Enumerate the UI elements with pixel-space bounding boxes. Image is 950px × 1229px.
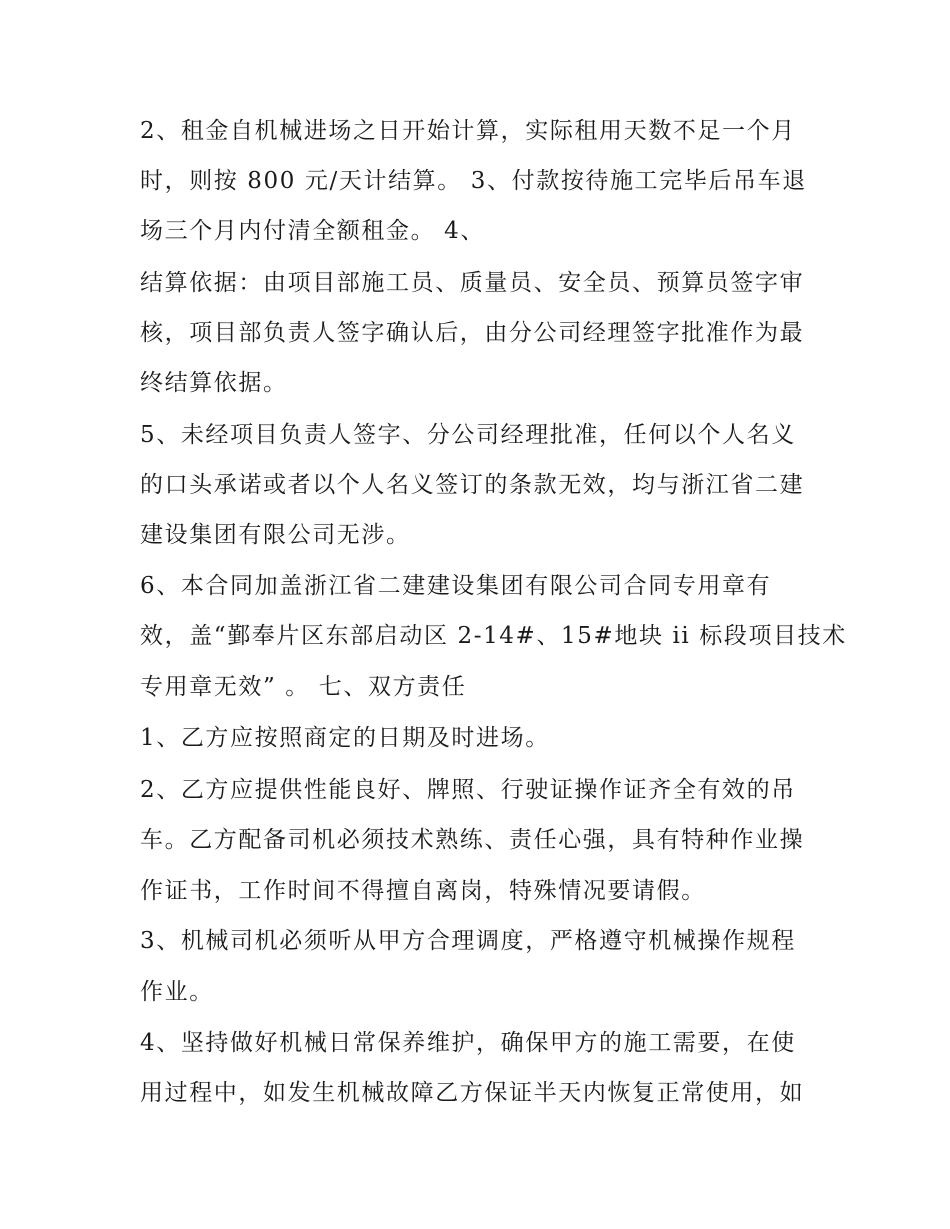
text-line: 建设集团有限公司无涉。: [140, 522, 411, 548]
text-line: 1、乙方应按照商定的日期及时进场。: [140, 725, 550, 751]
text-line: 用过程中，如发生机械故障乙方保证半天内恢复正常使用，如: [140, 1080, 805, 1106]
text-line: 5、未经项目负责人签字、分公司经理批准，任何以个人名义: [140, 422, 796, 448]
text-line: 2、乙方应提供性能良好、牌照、行驶证操作证齐全有效的吊: [140, 777, 796, 803]
text-line: 核，项目部负责人签字确认后，由分公司经理签字批准作为最: [140, 320, 805, 346]
text-line: 专用章无效” 。 七、双方责任: [140, 674, 467, 700]
text-line: 时，则按 800 元/天计结算。 3、付款按待施工完毕后吊车退: [140, 168, 807, 194]
text-line: 效，盖“鄞奉片区东部启动区 2-14#、15#地块 ii 标段项目技术: [140, 623, 847, 649]
text-line: 4、坚持做好机械日常保养维护，确保甲方的施工需要，在使: [140, 1030, 796, 1056]
text-line: 场三个月内付清全额租金。 4、: [140, 218, 485, 244]
text-line: 作业。: [140, 979, 214, 1005]
text-line: 的口头承诺或者以个人名义签订的条款无效，均与浙江省二建: [140, 472, 805, 498]
text-line: 结算依据：由项目部施工员、质量员、安全员、预算员签字审: [140, 270, 805, 296]
text-line: 作证书，工作时间不得擅自离岗，特殊情况要请假。: [140, 878, 706, 904]
text-line: 2、租金自机械进场之日开始计算，实际租用天数不足一个月: [140, 118, 796, 144]
text-line: 终结算依据。: [140, 370, 288, 396]
text-line: 车。乙方配备司机必须技术熟练、责任心强，具有特种作业操: [140, 827, 805, 853]
text-line: 6、本合同加盖浙江省二建建设集团有限公司合同专用章有: [140, 573, 772, 599]
text-line: 3、机械司机必须听从甲方合理调度，严格遵守机械操作规程: [140, 928, 796, 954]
